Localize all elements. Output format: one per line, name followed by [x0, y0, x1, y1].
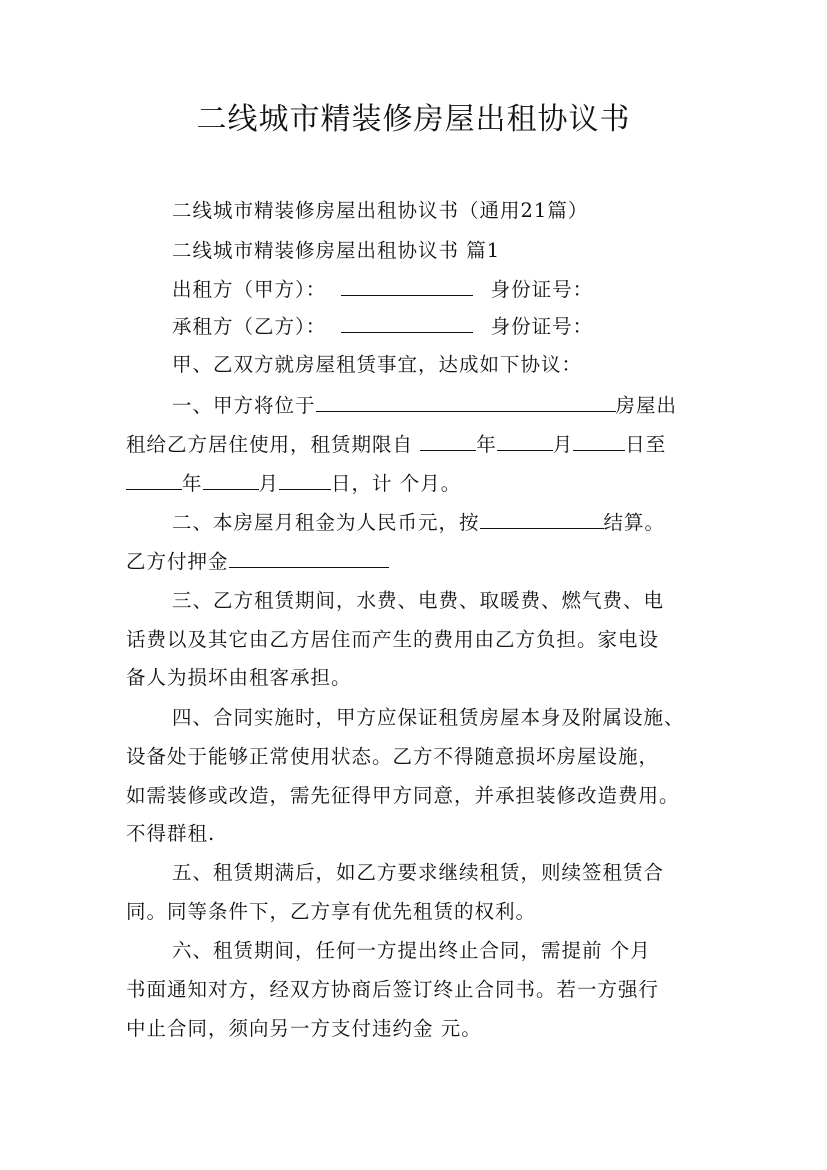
- lessee-name-blank: [341, 312, 473, 333]
- lessor-name-blank: [341, 275, 473, 296]
- clause-1-text-a: 一、甲方将位于: [172, 394, 316, 417]
- lessor-line: [172, 275, 593, 305]
- clause-6-line-2: 书面通知对方，经双方协商后签订终止合同书。若一方强行: [126, 978, 660, 1001]
- clause-3-line-3: 备人为损坏由租客承担。: [126, 666, 352, 689]
- clause-2-text-b: 结算。: [603, 511, 666, 534]
- clause-3-line-1: 三、乙方租赁期间，水费、电费、取暖费、燃气费、电: [172, 589, 665, 612]
- clause-4-line-2: 设备处于能够正常使用状态。乙方不得随意损坏房屋设施，: [126, 745, 660, 768]
- clause-1-text-b: 房屋出: [615, 394, 678, 417]
- clause-1-line-2: [126, 430, 666, 460]
- address-blank: [316, 391, 616, 412]
- lessee-label: 承租方（乙方）：: [172, 315, 327, 338]
- year-label: 年: [182, 472, 203, 495]
- clause-1-line-1: [172, 391, 677, 421]
- start-month-blank: [497, 430, 553, 451]
- deposit-label: 乙方付押金: [126, 550, 229, 573]
- clause-2-line-2: [126, 547, 389, 577]
- clause-1-line-3: [126, 469, 461, 499]
- subtitle-line: 二线城市精装修房屋出租协议书（通用21篇）: [172, 199, 589, 222]
- clause-2-line-1: [172, 508, 665, 538]
- deposit-blank: [229, 547, 389, 568]
- year-label: 年: [476, 433, 497, 456]
- lessee-id-label: 身份证号：: [490, 315, 594, 338]
- agreement-intro: 甲、乙双方就房屋租赁事宜，达成如下协议：: [172, 353, 583, 376]
- clause-3-line-2: 话费以及其它由乙方居住而产生的费用由乙方负担。家电设: [126, 628, 660, 651]
- clause-5-line-2: 同。同等条件下，乙方享有优先租赁的权利。: [126, 900, 537, 923]
- end-year-blank: [126, 469, 182, 490]
- month-label: 月: [258, 472, 280, 495]
- lessee-line: [172, 312, 593, 342]
- clause-1-text-c: 租给乙方居住使用，租赁期限自: [126, 433, 414, 456]
- start-year-blank: [420, 430, 476, 451]
- lessor-id-label: 身份证号：: [490, 278, 594, 301]
- document-title: 二线城市精装修房屋出租协议书: [196, 102, 631, 137]
- clause-4-line-4: 不得群租.: [126, 822, 216, 845]
- end-month-blank: [203, 469, 259, 490]
- end-day-blank: [279, 469, 331, 490]
- clause-5-line-1: 五、租赁期满后，如乙方要求继续租赁，则续签租赁合: [172, 861, 665, 884]
- clause-6-line-1: 六、租赁期间，任何一方提出终止合同，需提前 个月: [172, 939, 651, 962]
- clause-4-line-3: 如需装修或改造，需先征得甲方同意，并承担装修改造费用。: [126, 784, 680, 807]
- day-to-label: 日至: [625, 433, 667, 456]
- day-count-label: 日，计 个月。: [331, 472, 462, 495]
- start-day-blank: [573, 430, 625, 451]
- payment-method-blank: [480, 508, 604, 529]
- clause-4-line-1: 四、合同实施时，甲方应保证租赁房屋本身及附属设施、: [172, 706, 685, 729]
- section-heading: 二线城市精装修房屋出租协议书 篇1: [172, 239, 501, 262]
- clause-6-line-3: 中止合同，须向另一方支付违约金 元。: [126, 1017, 482, 1040]
- month-label: 月: [552, 433, 574, 456]
- lessor-label: 出租方（甲方）：: [172, 278, 327, 301]
- clause-2-text-a: 二、本房屋月租金为人民币元，按: [172, 511, 480, 534]
